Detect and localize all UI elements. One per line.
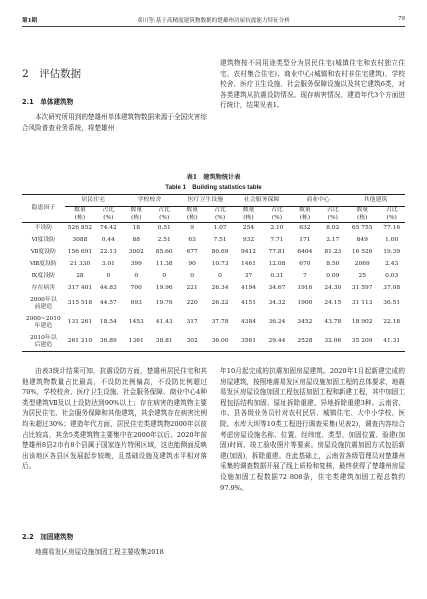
percent-cell: 1.07 [213,225,227,232]
row-label-line: 2000~2010 [25,315,61,322]
row-label [22,295,65,314]
row-label [22,283,65,295]
percent-cell: 7.71 [270,236,284,243]
count-cell: 88 [132,236,140,243]
count-label: 数量 [242,207,255,214]
table-caption-en: Table 1 Building statistics table [165,184,262,191]
percent-cell: 0 [162,272,167,279]
percent-cell: 41.31 [378,333,405,352]
percent-cell: 37.78 [211,319,229,326]
percent-cell: 44.83 [99,284,117,291]
percent-cell: 77.16 [383,225,401,232]
group-header: 居民住宅 [65,195,122,207]
percent-cell: 1.00 [385,236,399,243]
count-subheader [177,207,206,223]
count-cell: 849 [356,236,368,243]
building-classification-paragraph: 建筑物按不同用途类型分为居民住宅(城镇住宅和农村独立住宅、农村集合住宅)、商业中心(城镇和农村非住宅建筑)、学校校舍、医疗卫生设施、社会服务保障设施以及其它建筑6类，对各类建筑从抗震设防情况、现存病害情况、建造年代3个方面进行统计，结果见表1。 [220,59,405,110]
percent-cell: 2.10 [270,225,284,232]
count-cell: 171 [299,236,311,243]
left-column-intro [22,112,207,133]
percent-cell: 81.23 [324,248,342,255]
row-label-line: 前建造 [34,304,53,310]
count-cell: 2528 [290,333,319,352]
count-cell: 932 [242,236,255,243]
percent-cell: 2.43 [385,260,399,267]
count-cell: 220 [186,300,198,307]
percent-cell: 0.03 [385,272,399,279]
count-cell: 1461 [240,260,256,267]
count-cell: 302 [177,333,206,352]
percent-cell: 36.00 [207,333,233,352]
table-caption-cn: 表1 建筑物统计表 [186,174,241,181]
count-cell: 1361 [122,333,151,352]
count-cell: 670 [299,260,311,267]
percent-unit: (%) [327,214,338,221]
percent-cell: 0 [218,272,222,279]
count-subheader [290,207,319,223]
percent-cell: 8.02 [326,225,340,232]
count-cell: 1453 [128,319,144,326]
count-cell: 3561 [233,333,263,352]
count-cell: 65 755 [351,225,373,232]
percent-cell: 74.42 [99,225,117,232]
count-cell: 1900 [297,300,313,307]
percent-label: 占比 [214,207,226,214]
count-cell: 90 [188,260,196,267]
table-row [22,247,405,259]
count-label: 数量 [186,207,198,214]
count-cell: 4151 [240,300,256,307]
percent-label: 占比 [102,207,115,214]
row-label-line: 2000年以 [29,296,57,303]
group-header: 其他建筑 [346,195,405,207]
group-header: 社会服务保障 [233,195,290,207]
count-cell: 9412 [240,248,256,255]
count-subheader [122,207,151,223]
percent-unit: (%) [386,214,397,221]
section-2-2-title: 2.2 加固建筑物 [22,533,74,541]
count-cell: 0 [190,272,194,279]
row-label [22,314,65,333]
count-cell: 317 [186,319,198,326]
table-body [22,223,405,352]
percent-cell: 38.81 [151,333,177,352]
percent-cell: 36.24 [268,319,286,326]
percent-cell: 22.18 [383,319,401,326]
percent-subheader [151,207,177,223]
percent-cell: 26.22 [211,300,229,307]
percent-cell: 2.51 [157,236,171,243]
percent-cell: 43.78 [324,319,342,326]
count-cell: 3088 [72,236,88,243]
count-cell: 156 691 [67,248,93,255]
row-label [22,271,65,283]
row-label-line: 后建造 [34,341,53,348]
count-unit: (栋) [356,214,368,221]
row-label [22,333,65,352]
running-header [22,14,405,27]
percent-cell: 24.15 [324,300,342,307]
count-cell: 6404 [297,248,313,255]
reinforcement-paragraph-cont: 年10月起完成的抗震加固房屋建筑。2020年1月起新建完成的房屋建筑，按照地震易发区房屋设施加固工程的总体要求，地震易发区房屋设施加固工程包括加固工程和新建工程，其中加固工程包括结构加固、原址拆除重建、异地拆除重建3种。云南省、市、县各级业务员针对农村民居、城镇住宅、大中小学校、医院、水库大坝等10类工程进行调查采集(见表2)，调查内容综合考虑房屋设施名称、位置、经纬度、类型、加固位置、验建(加固)时间、竣工验收照片等要素。房屋设施抗震加固方式包括新建(加固)，拆除重建。在此基础上，云南省各级管理员对楚雄州采集的调查数据开展了线上质检和复核，最终获得了楚雄州房屋设施加固工程数据72 808条，住宅类建筑加固工程总数约97.9%。 [220,367,405,492]
percent-cell: 29.44 [264,333,290,352]
row-label [22,223,65,235]
table-row [22,314,405,333]
count-cell: 63 [188,236,196,243]
count-subheader [346,207,379,223]
group-header: 商业中心 [290,195,346,207]
group-header: 学校校舍 [122,195,178,207]
percent-cell: 22.13 [99,248,117,255]
percent-cell: 3.01 [101,260,115,267]
left-column-reinforcement [22,547,207,558]
percent-cell: 80.69 [211,248,229,255]
count-cell: 4384 [240,319,256,326]
row-label-line: 不设防 [34,225,53,232]
count-unit: (栋) [299,214,311,221]
row-label-line: 年建造 [34,323,53,329]
percent-cell: 0.09 [326,272,340,279]
table-row [22,333,405,352]
section-2-1-title: 2.1 单体建筑物 [22,98,74,106]
percent-unit: (%) [271,214,283,221]
count-cell: 35 209 [346,333,379,352]
percent-label: 占比 [158,207,171,214]
percent-cell: 32.06 [320,333,346,352]
count-cell: 21 330 [69,260,91,267]
count-cell: 526 852 [67,225,93,232]
percent-label: 占比 [271,207,283,214]
percent-cell: 34.32 [268,300,286,307]
count-cell: 4194 [240,284,256,291]
count-cell: 131 261 [67,319,93,326]
row-label-line: Ⅵ度设防 [31,236,56,243]
count-cell: 700 [130,284,142,291]
count-cell: 9 [190,225,194,232]
count-subheader [65,207,95,223]
count-cell: 28 [76,272,84,279]
count-cell: 315 518 [67,300,93,307]
count-cell: 31 597 [351,284,373,291]
percent-cell: 36.51 [383,300,401,307]
section-2-title: 2 评估数据 [22,68,82,80]
count-label: 数量 [130,207,143,214]
analysis-paragraph: 由表3统计结果可知，抗震设防方面，楚雄州居民住宅和其他建筑物数量占比最高，不设防比例偏高，不设防比例超过70%，学校校舍、医疗卫生设施、社会服务保障、商业中心4种类型建筑Ⅶ及以上设防达到90%以上；存在病害的建筑物主要为居民住宅、社会服务保障和其他建筑，其余建筑存在病害比例均未超过30%；建造年代方面，居民住宅类建筑物2000年以前占比较高，其余5类建筑物主要集中在2000年以后。2020年前楚雄州8县2市有8个县属于国家连片特困区域，这也能侧面反映出该地区各县区发展起步较晚，且基础设施及建筑水平相对落后。 [22,367,207,471]
table-row [22,283,405,295]
row-label-line: 存在病害 [31,284,56,291]
percent-cell: 24.30 [324,284,342,291]
count-cell: 1916 [297,284,313,291]
percent-cell: 85.60 [155,248,173,255]
count-cell: 261 210 [65,333,95,352]
count-cell: 18 902 [351,319,373,326]
count-cell: 317 401 [67,284,93,291]
right-column-reinforcement [220,366,405,493]
percent-cell: 19.96 [155,284,173,291]
count-cell: 221 [186,284,198,291]
count-cell: 7 [302,272,307,279]
percent-cell: 2.17 [326,236,340,243]
percent-cell: 0.51 [157,225,171,232]
count-unit: (栋) [243,214,254,221]
percent-cell: 44.57 [99,300,117,307]
percent-unit: (%) [159,214,170,221]
count-unit: (栋) [186,214,198,221]
count-cell: 693 [130,300,142,307]
count-subheader [233,207,263,223]
running-title: 邓川等:基于高精度建筑物数据的楚雄州房屋抗震能力特征分析 [137,18,290,24]
percent-cell: 19.39 [383,248,401,255]
percent-cell: 0.31 [270,272,284,279]
count-unit: (栋) [131,214,142,221]
percent-cell: 36.89 [95,333,121,352]
percent-cell: 26.34 [211,284,229,291]
percent-cell: 11.38 [155,260,173,267]
percent-cell: 0.44 [101,236,115,243]
percent-subheader [95,207,121,223]
row-label-line: Ⅷ度设防 [29,260,57,267]
count-cell: 677 [186,248,198,255]
reinforcement-paragraph-start: 地震易发区房屋设施加固工程主要收集2018 [35,548,164,556]
table-head [22,195,405,223]
row-label-line: 2010年以 [29,334,57,341]
count-cell: 37 [244,272,253,279]
count-label: 数量 [356,207,369,214]
row-label-line: Ⅶ度设防 [30,248,56,255]
table-row [22,295,405,314]
percent-label: 占比 [385,207,398,214]
row-label [22,259,65,271]
percent-cell: 34.67 [268,284,286,291]
row-label [22,247,65,259]
percent-cell: 77.81 [268,248,286,255]
table-row [22,271,405,283]
row-label-line: Ⅸ度设防 [31,272,55,279]
percent-unit: (%) [214,214,226,221]
percent-cell: 0 [106,272,111,279]
percent-label: 占比 [326,207,339,214]
page-number: 79 [397,16,405,22]
table-row [22,259,405,271]
group-header: 医疗卫生设施 [177,195,233,207]
right-column-intro [220,58,405,111]
issue-label: 第1期 [22,18,38,24]
count-label: 数量 [298,207,311,214]
percent-subheader [207,207,233,223]
count-cell: 16 526 [351,248,373,255]
percent-cell: 8.50 [326,260,340,267]
percent-cell: 41.43 [155,319,173,326]
percent-cell: 7.51 [213,236,227,243]
left-column-analysis [22,366,207,472]
percent-subheader [378,207,405,223]
percent-cell: 12.08 [268,260,286,267]
count-cell: 31 113 [351,300,373,307]
count-label: 数量 [74,207,86,214]
count-cell: 0 [134,272,139,279]
count-cell: 399 [130,260,142,267]
count-cell: 632 [299,225,311,232]
percent-unit: (%) [103,214,114,221]
intro-paragraph: 本次研究所用到的楚雄州单体建筑物数据来源于全国灾害综合风险普查业务系统，将楚雄州 [22,113,207,132]
building-statistics-table [22,194,405,352]
percent-subheader [320,207,346,223]
count-unit: (栋) [74,214,86,221]
count-cell: 3002 [128,248,144,255]
percent-subheader [264,207,290,223]
row-label [22,235,65,247]
percent-cell: 19.76 [155,300,173,307]
percent-cell: 18.54 [99,319,117,326]
count-cell: 254 [242,225,255,232]
row-header-cell: 隐患因子 [22,195,65,223]
percent-cell: 10.73 [211,260,229,267]
table-row [22,235,405,247]
percent-cell: 37.08 [383,284,401,291]
table-row [22,223,405,235]
count-cell: 3452 [297,319,313,326]
count-cell: 18 [132,225,140,232]
count-cell: 25 [358,272,366,279]
count-cell: 2069 [354,260,370,267]
